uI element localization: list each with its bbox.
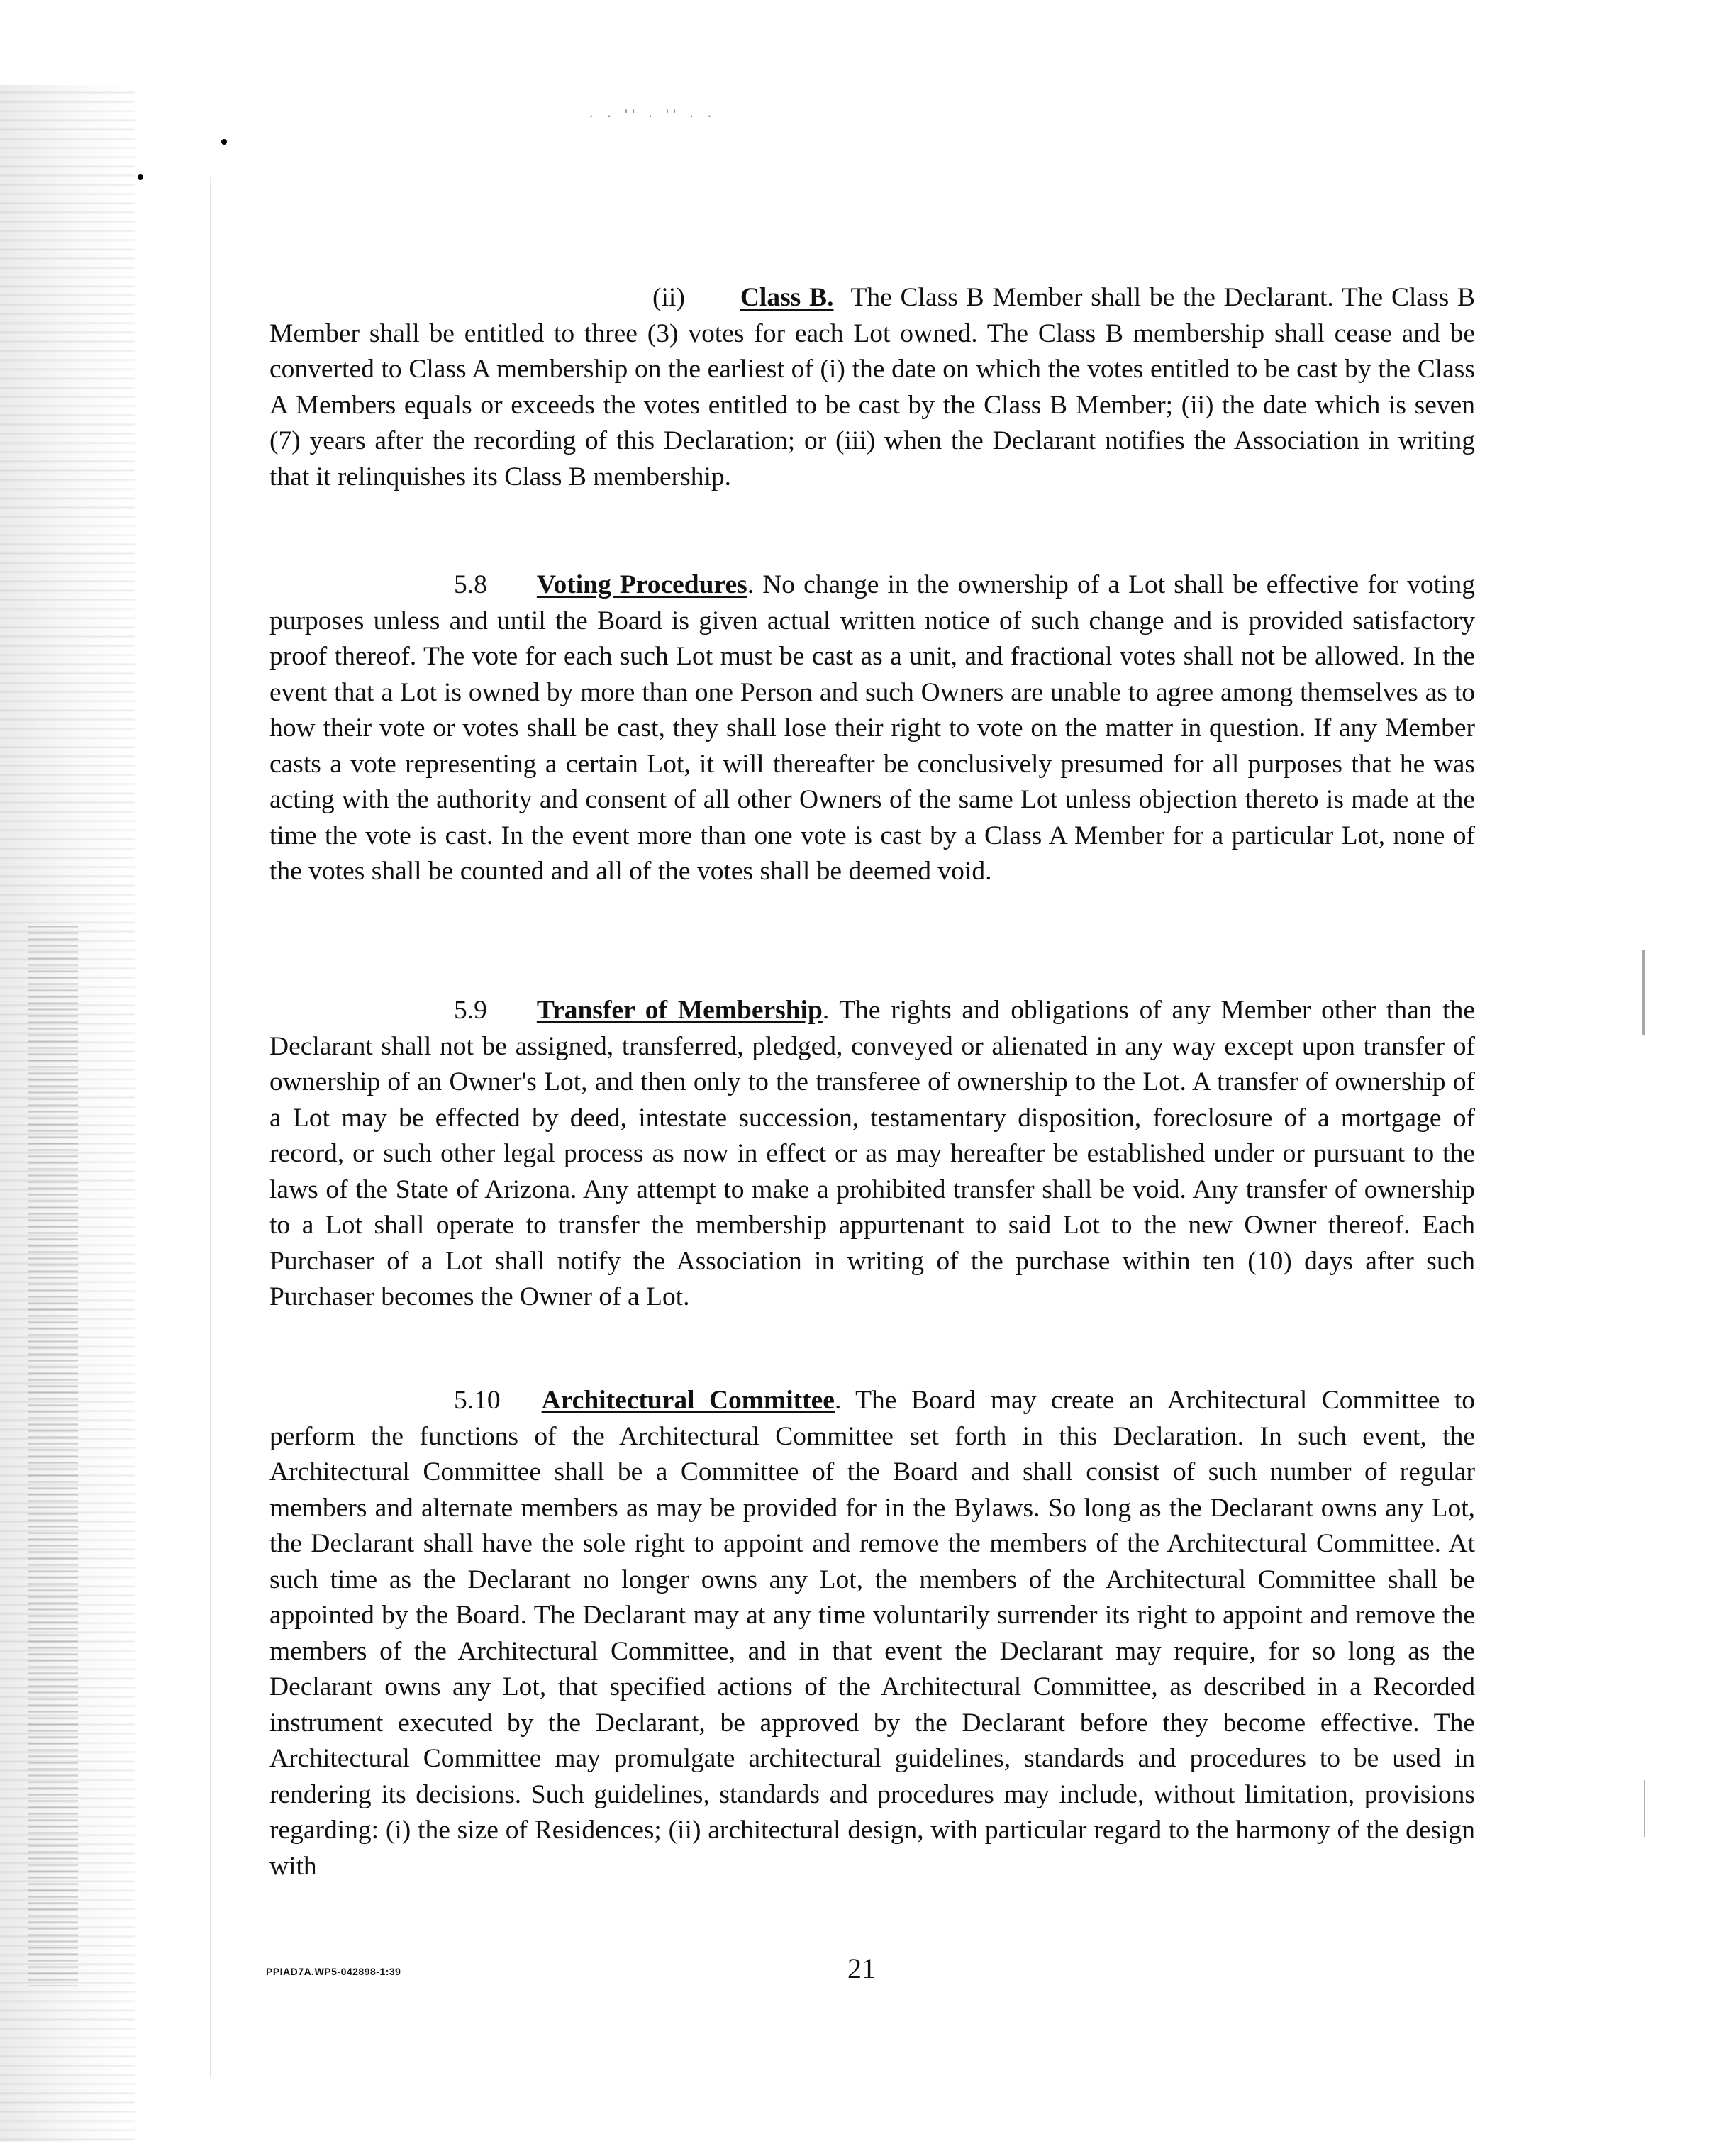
paragraph-transfer-of-membership [269,993,1475,1316]
paragraph-number: (ii) [652,283,685,312]
scan-artifact-right-mark-lower [1644,1780,1645,1837]
section-title: Architectural Committee [541,1386,835,1415]
section-body: . The rights and obligations of any Member other than the Declarant shall not be assigned, transferred, pledged, conveyed or alienated in any way except upon transfer of ownership of an Owner's Lot, and then only to the transferee of ownership to the Lot. A transfer of ownership of a Lot may be effected by deed, intestate succession, testamentary disposition, foreclosure of a mortgage of record, or such other legal process as now in effect or as may hereafter be established under or pursuant to the laws of the State of Arizona. Any attempt to make a prohibited transfer shall be void. Any transfer of ownership to a Lot shall operate to transfer the membership appurtenant to said Lot to the new Owner thereof. Each Purchaser of a Lot shall notify the Association in writing of the purchase within ten (10) days after such Purchaser becomes the Owner of a Lot. [269,996,1475,1311]
paragraph-class-b [269,280,1475,495]
scan-artifact-left-dark [28,922,78,1986]
scan-artifact-right-mark [1642,950,1645,1035]
section-title: Voting Procedures [536,570,747,599]
section-number: 5.9 [454,996,487,1025]
paragraph-architectural-committee [269,1383,1475,1884]
footer-document-code: PPIAD7A.WP5-042898-1:39 [266,1966,401,1977]
section-number: 5.8 [454,570,487,599]
header-scan-mark: · · '' · '' · · [589,106,717,124]
paragraph-voting-procedures [269,567,1475,890]
paragraph-title: Class B. [740,283,834,312]
section-body: . The Board may create an Architectural Committee to perform the functions of the Architectural Committee set forth in this Declaration. In such event, the Architectural Committee shall be a Committee of the Board and shall consist of such number of regular members and alternate members as may be provided for in the Bylaws. So long as the Declarant owns any Lot, the Declarant shall have the sole right to appoint and remove the members of the Architectural Committee. At such time as the Declarant no longer owns any Lot, the members of the Architectural Committee shall be appointed by the Board. The Declarant may at any time voluntarily surrender its right to appoint and remove the members of the Architectural Committee, and in that event the Declarant may require, for so long as the Declarant owns any Lot, that specified actions of the Architectural Committee, as described in a Recorded instrument executed by the Declarant, be approved by the Declarant before they become effective. The Architectural Committee may promulgate architectural guidelines, standards and procedures to be used in rendering its decisions. Such guidelines, standards and procedures may include, without limitation, provisions regarding: (i) the size of Residences; (ii) architectural design, with particular regard to the harmony of the design with [269,1386,1476,1881]
scan-artifact-vertical-line [210,177,211,2078]
section-title: Transfer of Membership [536,996,823,1025]
section-body: . No change in the ownership of a Lot shall be effective for voting purposes unless and until the Board is given actual written notice of such change and is provided satisfactory proof thereof. The vote for each such Lot must be cast as a unit, and fractional votes shall not be allowed. In the event that a Lot is owned by more than one Person and such Owners are unable to agree among themselves as to how their vote or votes shall be cast, they shall lose their right to vote on the matter in question. If any Member casts a vote representing a certain Lot, it will thereafter be conclusively presumed for all purposes that he was acting with the authority and consent of all other Owners of the same Lot unless objection thereto is made at the time the vote is cast. In the event more than one vote is cast by a Class A Member for a particular Lot, none of the votes shall be counted and all of the votes shall be deemed void. [269,570,1475,886]
page-number: 21 [847,1952,876,1984]
paragraph-body: The Class B Member shall be the Declarant. The Class B Member shall be entitled to three (3) votes for each Lot owned. The Class B membership shall cease and be converted to Class A membership on the earliest of (i) the date on which the votes entitled to be cast by the Class A Members equals or exceeds the votes entitled to be cast by the Class B Member; (ii) the date which is seven (7) years after the recording of this Declaration; or (iii) when the Declarant notifies the Association in writing that it relinquishes its Class B membership. [269,283,1476,491]
scan-dot [138,174,143,180]
scan-dot [221,139,227,145]
section-number: 5.10 [454,1386,501,1415]
